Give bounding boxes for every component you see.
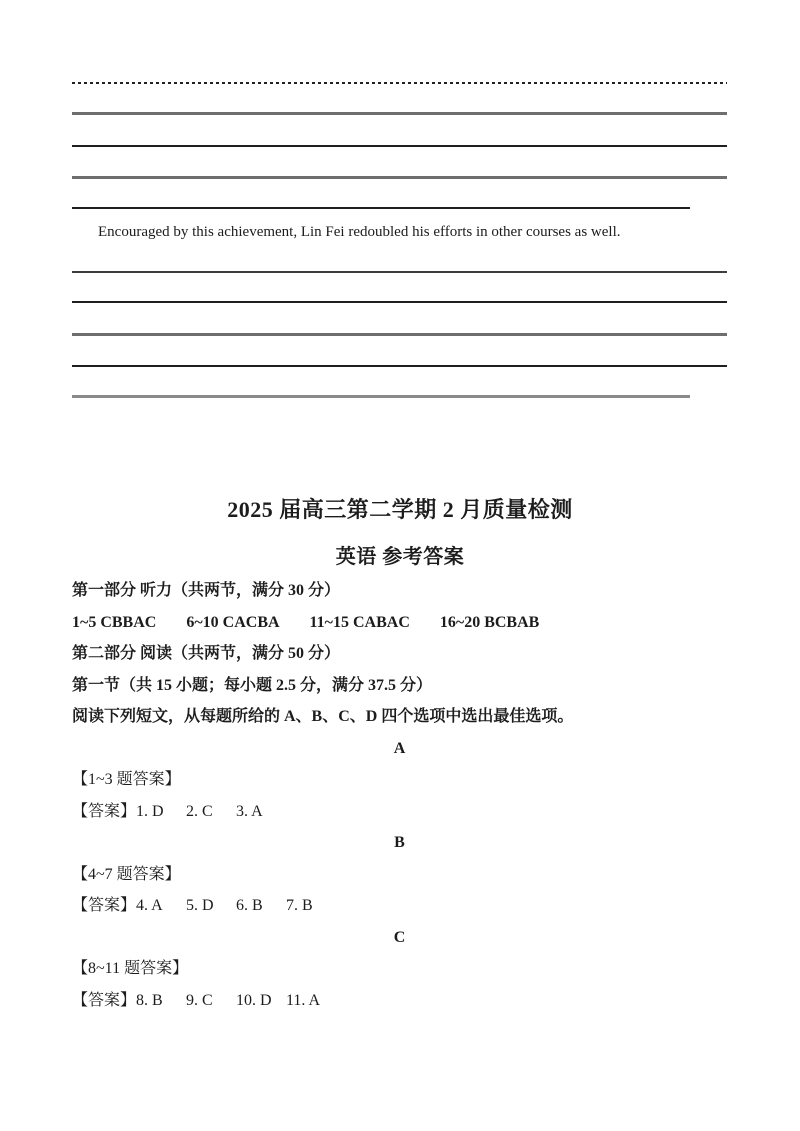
passage-letter: A [393,739,406,757]
listening-answer-group: 1~5 CBBAC [72,613,157,631]
listening-answer-group: 16~20 BCBAB [439,613,540,631]
passage-letter: B [394,834,405,851]
answer-range-label: 【1~3 题答案】 [72,771,181,788]
answer-label: 【答案】 [72,802,137,820]
essay-sentence: Encouraged by this achievement, Lin Fei redoubled his efforts in other courses as well. [98,224,621,240]
answer-item: 1. D [136,802,164,820]
answer-item: 3. A [236,802,263,820]
part1-heading: 第一部分 听力（共两节，满分 30 分） [72,582,341,599]
doc-title: 2025 届高三第二学期 2 月质量检测 [227,497,573,522]
writing-line [72,145,727,147]
answer-item: 8. B [136,991,163,1009]
writing-line [72,271,727,273]
answer-range-label: 【4~7 题答案】 [72,865,181,883]
part2-heading: 第二部分 阅读（共两节，满分 50 分） [72,645,341,662]
answer-item: 9. C [186,991,213,1009]
listening-answer-group: 6~10 CACBA [186,613,280,631]
passage-letter: C [393,928,406,946]
writing-line [72,82,727,84]
writing-line [72,365,727,367]
writing-line [72,333,727,336]
answer-row [72,985,727,1017]
doc-subtitle: 英语 参考答案 [335,546,465,568]
answer-item: 7. B [286,897,313,914]
answer-label: 【答案】 [72,897,137,914]
writing-line [72,395,690,398]
answer-item: 5. D [186,897,214,914]
answer-item: 4. A [136,897,163,914]
listening-answer-group: 11~15 CABAC [309,613,410,631]
writing-line [72,207,690,209]
answer-row [72,796,727,828]
reading-instruction: 阅读下列短文，从每题所给的 A、B、C、D 四个选项中选出最佳选项。 [72,708,574,725]
answer-range-label: 【8~11 题答案】 [72,960,189,977]
writing-line [72,112,727,115]
answer-label: 【答案】 [72,991,137,1009]
section1-heading: 第一节（共 15 小题；每小题 2.5 分，满分 37.5 分） [72,676,433,694]
answer-key [72,575,727,1016]
listening-answers-row [72,607,727,639]
answer-item: 2. C [186,802,213,820]
answer-row [72,890,727,922]
answer-item: 6. B [236,897,263,914]
answer-item: 10. D [236,991,272,1009]
writing-line [72,176,727,179]
answer-item: 11. A [286,991,321,1009]
writing-line [72,301,727,303]
